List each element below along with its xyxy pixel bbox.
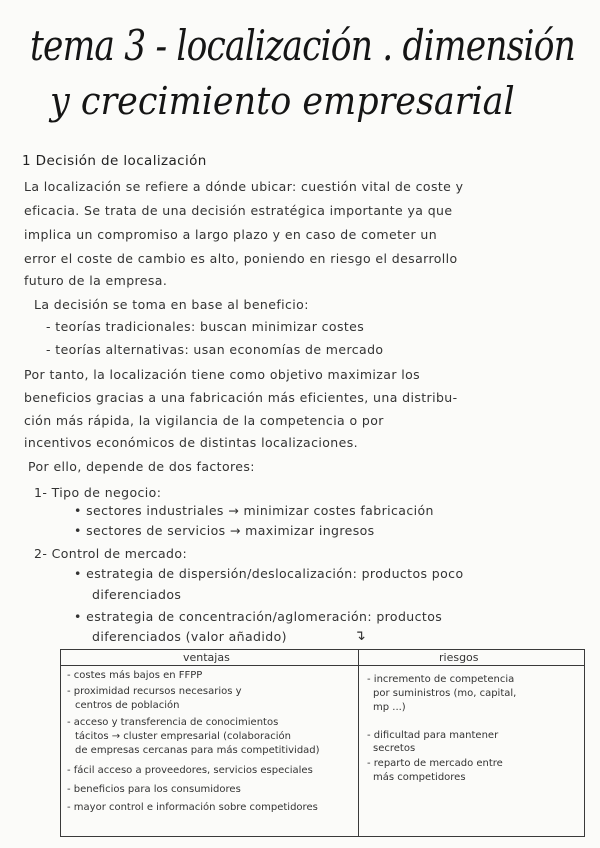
factor-item-continuation: diferenciados (valor añadido) [92, 629, 287, 644]
factor-label: 2- Control de mercado: [34, 546, 188, 561]
factor-item: • sectores de servicios → maximizar ingresos [74, 523, 375, 538]
factor-item: • estrategia de dispersión/deslocalización: productos poco [74, 566, 464, 581]
factor-item: • estrategia de concentración/aglomeración: productos [74, 609, 443, 624]
paragraph-line: eficacia. Se trata de una decisión estratégica importante ya que [24, 203, 453, 218]
paragraph-line: error el coste de cambio es alto, poniendo en riesgo el desarrollo [24, 251, 458, 266]
paragraph-line: Por tanto, la localización tiene como objetivo maximizar los [24, 367, 421, 382]
table-cell-risk: mp ...) [373, 702, 406, 713]
table-cell-risk: - incremento de competencia [367, 674, 515, 685]
paragraph-line: ción más rápida, la vigilancia de la competencia o por [24, 413, 384, 428]
table-cell-advantage: tácitos → cluster empresarial (colaboración [75, 731, 291, 742]
section-heading: 1 Decisión de localización [22, 153, 207, 169]
table-cell-advantage: centros de población [75, 700, 180, 711]
table-header-row [61, 650, 584, 666]
table-divider [358, 650, 359, 836]
theory-item: - teorías alternativas: usan economías de mercado [46, 342, 384, 357]
paragraph-line: beneficios gracias a una fabricación más eficientes, una distribu- [24, 390, 458, 405]
table-cell-advantage: - acceso y transferencia de conocimientos [67, 717, 279, 728]
table-cell-advantage: - mayor control e información sobre competidores [67, 802, 318, 813]
table-cell-advantage: - costes más bajos en FFPP [67, 670, 203, 681]
benefit-line: La decisión se toma en base al beneficio: [34, 297, 309, 312]
table-cell-risk: secretos [373, 743, 416, 754]
table-header-risks: riesgos [439, 651, 479, 664]
down-arrow-icon: ↴ [354, 628, 366, 644]
table-cell-risk: más competidores [373, 772, 466, 783]
table-cell-advantage: - beneficios para los consumidores [67, 784, 241, 795]
table-cell-risk: - reparto de mercado entre [367, 758, 503, 769]
table-cell-advantage: de empresas cercanas para más competitividad) [75, 745, 320, 756]
page-title: tema 3 - localización . dimensión [30, 21, 575, 70]
advantages-risks-table [60, 649, 585, 837]
factors-intro: Por ello, depende de dos factores: [28, 459, 255, 474]
table-header-advantages: ventajas [183, 651, 230, 664]
page-subtitle: y crecimiento empresarial [50, 79, 515, 123]
paragraph-line: incentivos económicos de distintas localizaciones. [24, 435, 358, 450]
table-cell-risk: por suministros (mo, capital, [373, 688, 517, 699]
table-cell-risk: - dificultad para mantener [367, 730, 499, 741]
paragraph-line: implica un compromiso a largo plazo y en caso de cometer un [24, 227, 438, 242]
factor-label: 1- Tipo de negocio: [34, 485, 162, 500]
factor-item-continuation: diferenciados [92, 587, 182, 602]
paragraph-line: La localización se refiere a dónde ubicar: cuestión vital de coste y [24, 179, 464, 194]
table-cell-advantage: - fácil acceso a proveedores, servicios especiales [67, 765, 313, 776]
theory-item: - teorías tradicionales: buscan minimizar costes [46, 319, 365, 334]
paragraph-line: futuro de la empresa. [24, 273, 168, 288]
table-cell-advantage: - proximidad recursos necesarios y [67, 686, 242, 697]
factor-item: • sectores industriales → minimizar costes fabricación [74, 503, 434, 518]
